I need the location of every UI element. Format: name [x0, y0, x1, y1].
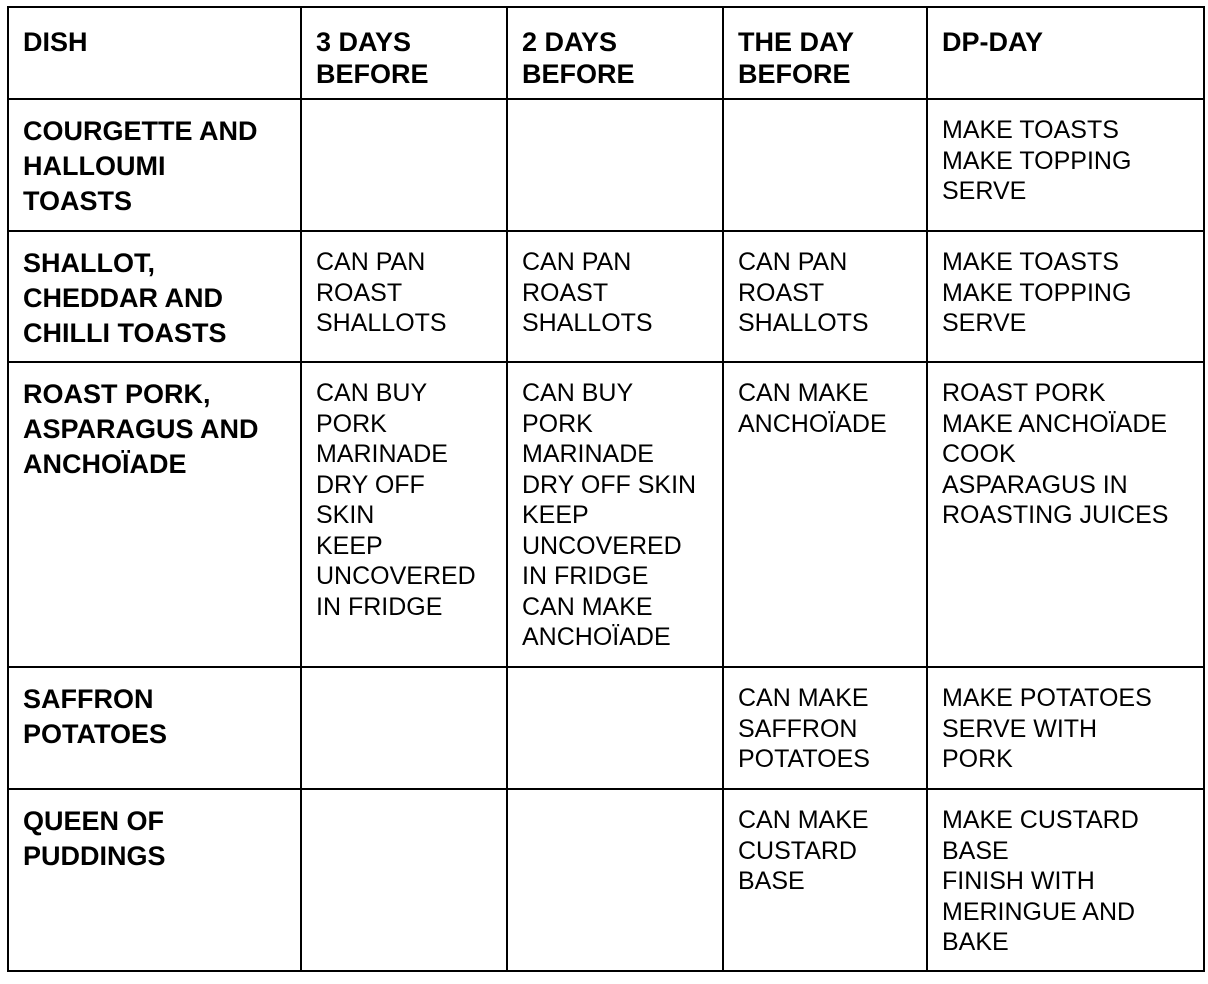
- task-cell-2-days-before: [507, 789, 723, 971]
- task-line: SKIN: [316, 501, 375, 529]
- task-line: FINISH WITH: [942, 867, 1095, 895]
- dish-name-line: PUDDINGS: [23, 841, 166, 871]
- task-line: COOK: [942, 440, 1016, 468]
- header-dish: DISH: [8, 7, 301, 99]
- task-line: KEEP: [522, 501, 589, 529]
- task-line: SHALLOTS: [316, 309, 447, 337]
- task-cell-3-days-before: [301, 99, 507, 231]
- dish-name-cell: [8, 231, 301, 362]
- dish-name-line: ASPARAGUS AND: [23, 414, 259, 444]
- task-line: MAKE TOASTS: [942, 248, 1119, 276]
- task-line: ROAST: [522, 278, 609, 307]
- task-cell-2-days-before: [507, 99, 723, 231]
- dish-name-line: HALLOUMI: [23, 151, 166, 181]
- task-line: POTATOES: [738, 745, 870, 773]
- task-line: UNCOVERED: [522, 531, 682, 560]
- task-cell-dp-day: [927, 789, 1204, 971]
- task-line: PORK: [942, 745, 1013, 773]
- prep-schedule-table: [7, 6, 1205, 972]
- table-row: [8, 99, 1204, 231]
- task-line: ASPARAGUS IN: [942, 470, 1128, 499]
- task-line: CAN PAN: [316, 248, 426, 276]
- task-cell-day-before: [723, 362, 927, 667]
- task-line: CAN MAKE: [738, 806, 869, 834]
- task-line: BASE: [942, 836, 1009, 865]
- task-cell-3-days-before: [301, 789, 507, 971]
- task-line: IN FRIDGE: [316, 592, 443, 621]
- task-cell-2-days-before: [507, 362, 723, 667]
- task-line: SHALLOTS: [738, 309, 869, 337]
- dish-name-line: ANCHOÏADE: [23, 449, 187, 479]
- task-cell-day-before: [723, 231, 927, 362]
- task-line: PORK: [316, 409, 387, 438]
- task-line: ROAST PORK: [942, 379, 1106, 407]
- task-line: SERVE: [942, 309, 1027, 337]
- task-line: MARINADE: [316, 440, 448, 468]
- dish-name-cell: [8, 362, 301, 667]
- task-cell-day-before: [723, 789, 927, 971]
- task-cell-day-before: [723, 99, 927, 231]
- task-line: SHALLOTS: [522, 309, 653, 337]
- task-line: MAKE TOPPING: [942, 146, 1132, 175]
- task-line: CAN BUY: [522, 379, 634, 407]
- dish-name-line: SHALLOT,: [23, 248, 155, 278]
- task-line: ROAST: [738, 278, 825, 307]
- task-line: SAFFRON: [738, 714, 858, 743]
- header-2-days-before: 2 DAYS BEFORE: [507, 7, 723, 99]
- task-line: CAN PAN: [522, 248, 632, 276]
- table-row: [8, 667, 1204, 789]
- task-line: PORK: [522, 409, 593, 438]
- task-cell-3-days-before: [301, 231, 507, 362]
- task-line: BASE: [738, 867, 805, 895]
- task-line: MERINGUE AND: [942, 897, 1136, 926]
- task-line: SERVE: [942, 177, 1027, 205]
- task-cell-dp-day: [927, 362, 1204, 667]
- task-line: BAKE: [942, 928, 1009, 956]
- task-line: MAKE TOASTS: [942, 116, 1119, 144]
- task-line: ROAST: [316, 278, 403, 307]
- task-cell-3-days-before: [301, 362, 507, 667]
- task-line: DRY OFF SKIN: [522, 470, 697, 499]
- task-cell-2-days-before: [507, 667, 723, 789]
- task-cell-dp-day: [927, 231, 1204, 362]
- task-line: KEEP: [316, 531, 383, 560]
- task-cell-dp-day: [927, 99, 1204, 231]
- header-3-days-before: 3 DAYS BEFORE: [301, 7, 507, 99]
- header-row: [8, 7, 1204, 99]
- task-line: MAKE TOPPING: [942, 278, 1132, 307]
- dish-name-line: QUEEN OF: [23, 806, 165, 836]
- task-cell-3-days-before: [301, 667, 507, 789]
- dish-name-cell: [8, 667, 301, 789]
- task-line: IN FRIDGE: [522, 562, 649, 590]
- dish-name-line: CHEDDAR AND: [23, 283, 223, 313]
- task-line: CAN MAKE: [522, 592, 653, 621]
- task-line: MARINADE: [522, 440, 654, 468]
- table-row: [8, 231, 1204, 362]
- dish-name-cell: [8, 99, 301, 231]
- task-line: MAKE POTATOES: [942, 684, 1152, 712]
- table-row: [8, 789, 1204, 971]
- task-cell-day-before: [723, 667, 927, 789]
- dish-name-line: COURGETTE AND: [23, 116, 258, 146]
- task-line: CAN PAN: [738, 248, 848, 276]
- task-line: CAN MAKE: [738, 379, 869, 407]
- task-line: ROASTING JUICES: [942, 501, 1169, 529]
- dish-name-line: CHILLI TOASTS: [23, 318, 227, 348]
- header-dp-day: DP-DAY: [927, 7, 1204, 99]
- task-line: SERVE WITH: [942, 714, 1098, 743]
- dish-name-line: POTATOES: [23, 719, 168, 749]
- task-line: UNCOVERED: [316, 562, 476, 590]
- dish-name-line: TOASTS: [23, 186, 133, 216]
- task-line: CUSTARD: [738, 836, 857, 865]
- task-line: ANCHOÏADE: [522, 623, 671, 651]
- header-day-before: THE DAY BEFORE: [723, 7, 927, 99]
- task-line: CAN MAKE: [738, 684, 869, 712]
- task-cell-2-days-before: [507, 231, 723, 362]
- task-line: ANCHOÏADE: [738, 409, 887, 438]
- task-line: DRY OFF: [316, 470, 425, 499]
- task-cell-dp-day: [927, 667, 1204, 789]
- task-line: MAKE ANCHOÏADE: [942, 409, 1168, 438]
- dish-name-cell: [8, 789, 301, 971]
- table-row: [8, 362, 1204, 667]
- task-line: CAN BUY: [316, 379, 428, 407]
- dish-name-line: ROAST PORK,: [23, 379, 211, 409]
- task-line: MAKE CUSTARD: [942, 806, 1139, 834]
- dish-name-line: SAFFRON: [23, 684, 154, 714]
